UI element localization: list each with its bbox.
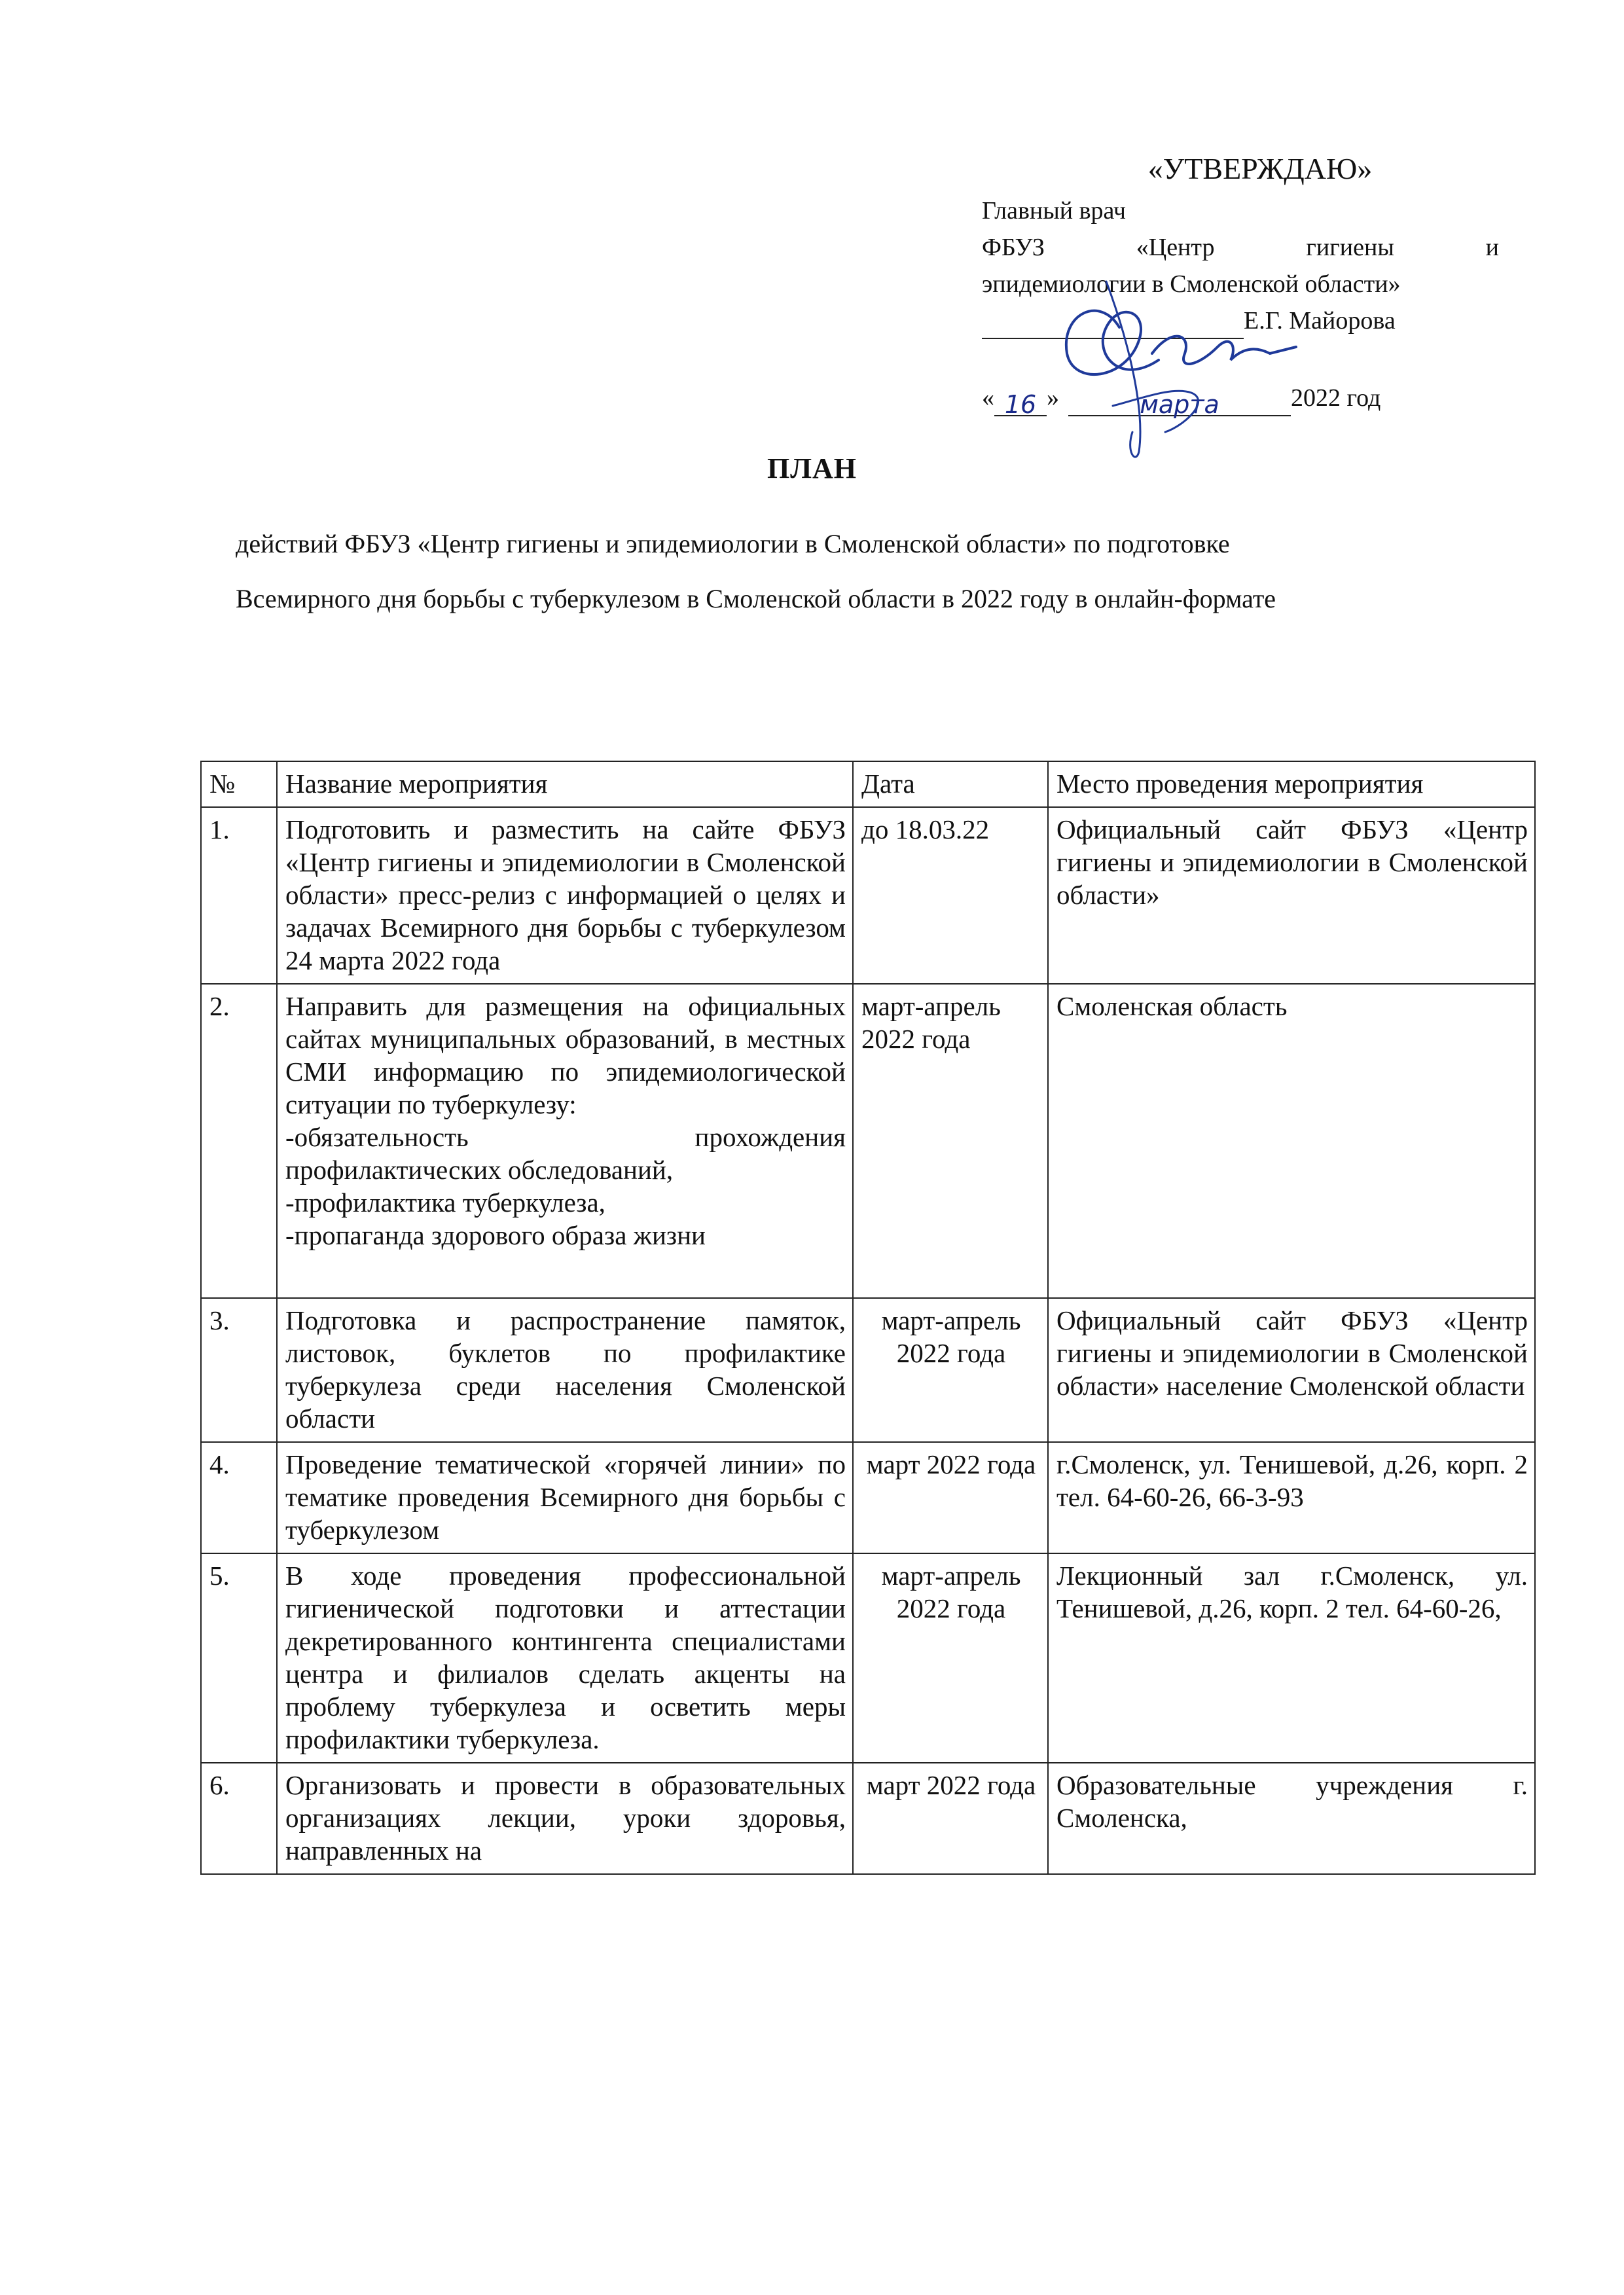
signature-blank (982, 309, 1244, 339)
approval-heading: «УТВЕРЖДАЮ» (1147, 152, 1373, 185)
header-place: Место проведения мероприятия (1048, 761, 1535, 807)
row-event-name: Направить для размещения на официальных сайтах муниципальных образований, в местных СМИ информацию по эпидемиологической ситуации по туберкулезу: -обязательность прохождения профилактических обследований, -профилактика туберкулеза, -пропаганда здорового образа жизни (277, 984, 853, 1298)
date-month: марта (1068, 386, 1291, 416)
row-place: Образовательные учреждения г. Смоленска, (1048, 1763, 1535, 1874)
row-date: март 2022 года (853, 1442, 1048, 1553)
table-header-row (201, 761, 1535, 807)
row-place: Официальный сайт ФБУЗ «Центр гигиены и эпидемиологии в Смоленской области» (1048, 807, 1535, 984)
approval-position-line2: ФБУЗ «Центр гигиены и (982, 234, 1499, 261)
row-date: март-апрель 2022 года (853, 1298, 1048, 1442)
row-date: март-апрель 2022 года (853, 984, 1048, 1298)
table-row (201, 984, 1535, 1298)
date-year: 2022 год (1291, 384, 1381, 412)
subtitle-line1: действий ФБУЗ «Центр гигиены и эпидемиологии в Смоленской области» по подготовке (236, 529, 1230, 558)
header-event-name: Название мероприятия (277, 761, 853, 807)
row-place: г.Смоленск, ул. Тенишевой, д.26, корп. 2 тел. 64-60-26, 66-3-93 (1048, 1442, 1535, 1553)
subtitle-line2: Всемирного дня борьбы с туберкулезом в Смоленской области в 2022 году в онлайн-формате (236, 584, 1276, 613)
document-title: ПЛАН (767, 452, 857, 484)
row-event-name: В ходе проведения профессиональной гигиенической подготовки и аттестации декретированного контингента специалистами центра и филиалов сделать акценты на проблему туберкулеза и осветить меры профилактики туберкулеза. (277, 1553, 853, 1763)
row-date: март-апрель 2022 года (853, 1553, 1048, 1763)
table-row (201, 1298, 1535, 1442)
date-open-quote: « (982, 384, 994, 412)
row-date: март 2022 года (853, 1763, 1048, 1874)
approval-position-line3: эпидемиологии в Смоленской области» (982, 270, 1401, 298)
row-event-name: Проведение тематической «горячей линии» по тематике проведения Всемирного дня борьбы с туберкулезом (277, 1442, 853, 1553)
table-row (201, 807, 1535, 984)
row-number: 3. (201, 1298, 277, 1442)
row-event-name: Организовать и провести в образовательных организациях лекции, уроки здоровья, направленных на (277, 1763, 853, 1874)
approval-block (982, 151, 1499, 419)
row-place: Лекционный зал г.Смоленск, ул. Тенишевой, д.26, корп. 2 тел. 64-60-26, (1048, 1553, 1535, 1763)
row-place: Смоленская область (1048, 984, 1535, 1298)
row-place: Официальный сайт ФБУЗ «Центр гигиены и эпидемиологии в Смоленской области» население Смоленской области (1048, 1298, 1535, 1442)
approval-position-line1: Главный врач (982, 197, 1126, 225)
date-close-quote: » (1047, 384, 1059, 412)
approval-date-line (982, 380, 1499, 419)
plan-table (200, 761, 1536, 1875)
row-number: 1. (201, 807, 277, 984)
row-date: до 18.03.22 (853, 807, 1048, 984)
table-row (201, 1553, 1535, 1763)
header-number: № (201, 761, 277, 807)
date-day: 16 (994, 386, 1047, 416)
row-number: 5. (201, 1553, 277, 1763)
document-subtitle (236, 524, 1506, 634)
row-event-name: Подготовка и распространение памяток, листовок, буклетов по профилактике туберкулеза среди населения Смоленской области (277, 1298, 853, 1442)
table-row (201, 1442, 1535, 1553)
row-event-name: Подготовить и разместить на сайте ФБУЗ «Центр гигиены и эпидемиологии в Смоленской области» пресс-релиз с информацией о целях и задачах Всемирного дня борьбы с туберкулезом 24 марта 2022 года (277, 807, 853, 984)
row-number: 4. (201, 1442, 277, 1553)
table-row (201, 1763, 1535, 1874)
header-date: Дата (853, 761, 1048, 807)
row-number: 2. (201, 984, 277, 1298)
row-number: 6. (201, 1763, 277, 1874)
signature-line (982, 302, 1499, 339)
approval-signer: Е.Г. Майорова (1244, 307, 1396, 334)
